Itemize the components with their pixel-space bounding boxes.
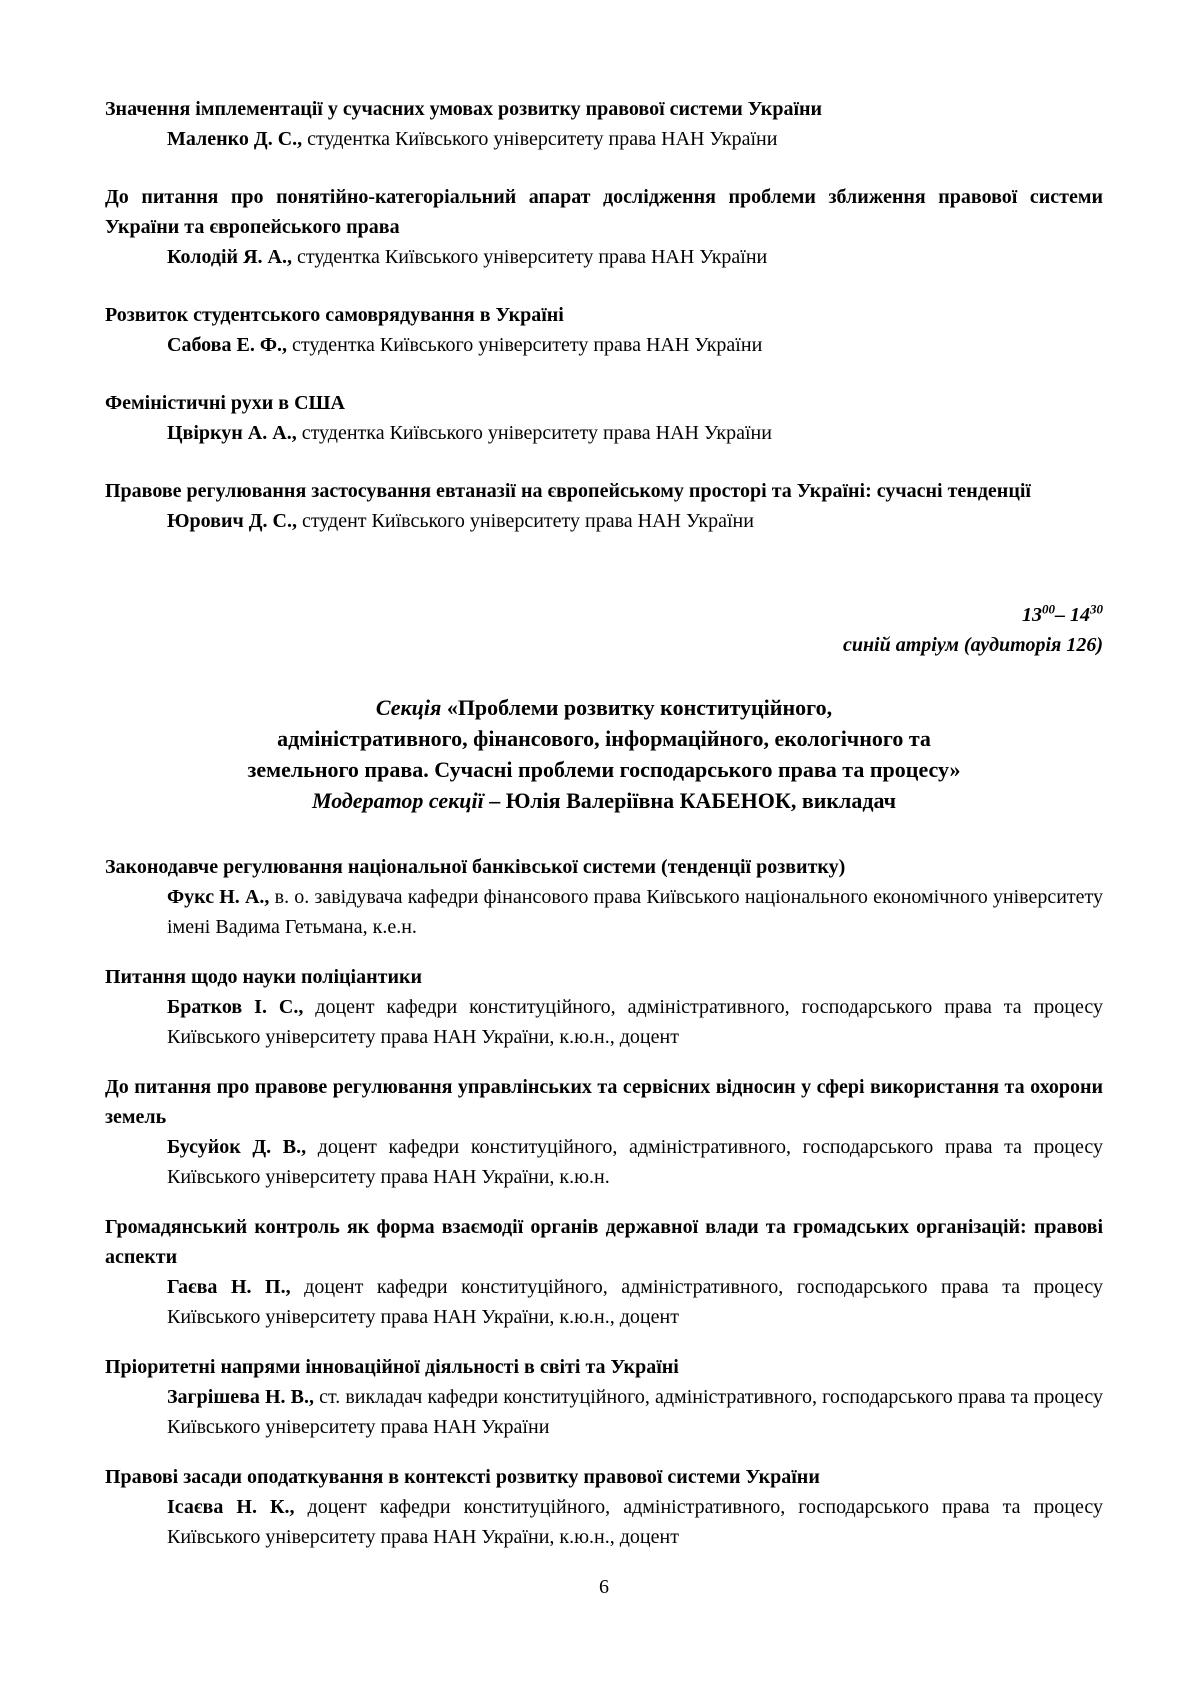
section-title-line: Секція «Проблеми розвитку конституційного, bbox=[375, 695, 833, 720]
speaker-affiliation: студент Київського університету права НАН України bbox=[301, 510, 754, 532]
speaker-affiliation: студентка Київського університету права НАН України bbox=[296, 246, 768, 268]
speaker-affiliation: студентка Київського університету права НАН України bbox=[307, 128, 778, 150]
speaker-line bbox=[167, 506, 1103, 536]
program-item bbox=[105, 182, 1103, 272]
presentation-title: До питання про понятійно-категоріальний апарат дослідження проблеми зближення правової системи України та європейського права bbox=[105, 186, 1103, 238]
program-item bbox=[105, 94, 1103, 154]
speaker-line bbox=[167, 1272, 1103, 1332]
speaker-affiliation: в. о. завідувача кафедри фінансового права Київського національного економічного університету імені Вадима Гетьмана, к.е.н. bbox=[167, 886, 1104, 938]
presentation-title: До питання про правове регулювання управлінських та сервісних відносин у сфері використання та охорони земель bbox=[105, 1076, 1103, 1128]
speaker-name: Маленко Д. С., bbox=[167, 128, 303, 150]
presentation-title: Питання щодо науки поліціантики bbox=[105, 966, 423, 988]
speaker-line bbox=[167, 124, 1103, 154]
speaker-line bbox=[167, 418, 1103, 448]
speaker-line bbox=[167, 992, 1103, 1052]
moderator-line: Модератор секції – Юлія Валеріївна КАБЕНОК, викладач bbox=[311, 788, 897, 813]
program-item bbox=[105, 962, 1103, 1052]
section-title-line: адміністративного, фінансового, інформаційного, екологічного та bbox=[277, 726, 931, 751]
time-end-minutes: 30 bbox=[1090, 601, 1103, 617]
time-start-minutes: 00 bbox=[1042, 601, 1055, 617]
program-item bbox=[105, 388, 1103, 448]
speaker-line bbox=[167, 1382, 1103, 1442]
section-heading bbox=[105, 692, 1103, 816]
moderator-label: Модератор секції bbox=[311, 788, 484, 813]
speaker-name: Бусуйок Д. В., bbox=[167, 1136, 307, 1158]
section-label: Секція bbox=[375, 695, 442, 720]
presentation-title: Громадянський контроль як форма взаємодії органів державної влади та громадських організацій: правові аспекти bbox=[105, 1216, 1103, 1268]
speaker-name: Братков І. С., bbox=[167, 996, 304, 1018]
speaker-name: Колодій Я. А., bbox=[167, 246, 292, 268]
presentation-title: Законодавче регулювання національної банківської системи (тенденції розвитку) bbox=[105, 856, 846, 878]
speaker-line bbox=[167, 1492, 1103, 1552]
speaker-affiliation: доцент кафедри конституційного, адміністративного, господарського права та процесу Київського університету права НАН України, к.ю.н., доцент bbox=[167, 1276, 1103, 1328]
speaker-line bbox=[167, 1132, 1103, 1192]
session-location: синій атріум (аудиторія 126) bbox=[842, 634, 1103, 656]
program-item bbox=[105, 1072, 1103, 1192]
speaker-name: Гаєва Н. П., bbox=[167, 1276, 291, 1298]
time-start: 13 bbox=[1022, 604, 1042, 626]
speaker-line bbox=[167, 882, 1103, 942]
speaker-name: Ісаєва Н. К., bbox=[167, 1496, 295, 1518]
speaker-name: Юрович Д. С., bbox=[167, 510, 297, 532]
session-time-block bbox=[105, 600, 1103, 660]
page-number: 6 bbox=[599, 1576, 609, 1598]
program-item bbox=[105, 1212, 1103, 1332]
program-item bbox=[105, 476, 1103, 536]
section-presentations-group bbox=[105, 852, 1103, 1552]
presentation-title: Правові засади оподаткування в контексті розвитку правової системи України bbox=[105, 1466, 820, 1488]
speaker-name: Цвіркун А. А., bbox=[167, 422, 297, 444]
program-item bbox=[105, 300, 1103, 360]
speaker-affiliation: доцент кафедри конституційного, адміністративного, господарського права та процесу Київського університету права НАН України, к.ю.н., доцент bbox=[167, 1496, 1103, 1548]
student-presentations-group bbox=[105, 94, 1103, 536]
presentation-title: Пріоритетні напрями інноваційної діяльності в світі та Україні bbox=[105, 1356, 679, 1378]
program-item bbox=[105, 852, 1103, 942]
speaker-affiliation: студентка Київського університету права НАН України bbox=[301, 422, 772, 444]
speaker-name: Сабова Е. Ф., bbox=[167, 334, 287, 356]
time-end: 14 bbox=[1070, 604, 1090, 626]
speaker-affiliation: студентка Київського університету права НАН України bbox=[292, 334, 763, 356]
speaker-affiliation: доцент кафедри конституційного, адміністративного, господарського права та процесу Київського університету права НАН України, к.ю.н. bbox=[167, 1136, 1103, 1188]
speaker-affiliation: ст. викладач кафедри конституційного, адміністративного, господарського права та процесу Київського університету права НАН України bbox=[167, 1386, 1104, 1438]
speaker-line bbox=[167, 330, 1103, 360]
section-title-line: земельного права. Сучасні проблеми господарського права та процесу» bbox=[247, 757, 961, 782]
speaker-name: Загрішева Н. В., bbox=[167, 1386, 314, 1408]
speaker-affiliation: доцент кафедри конституційного, адміністративного, господарського права та процесу Київського університету права НАН України, к.ю.н., доцент bbox=[167, 996, 1103, 1048]
time-range bbox=[105, 600, 1103, 630]
presentation-title: Феміністичні рухи в США bbox=[105, 392, 345, 414]
presentation-title: Розвиток студентського самоврядування в Україні bbox=[105, 304, 564, 326]
program-item bbox=[105, 1462, 1103, 1552]
speaker-line bbox=[167, 242, 1103, 272]
program-item bbox=[105, 1352, 1103, 1442]
presentation-title: Правове регулювання застосування евтаназії на європейському просторі та Україні: сучасні тенденції bbox=[105, 480, 1031, 502]
time-separator: – bbox=[1055, 604, 1070, 626]
presentation-title: Значення імплементації у сучасних умовах розвитку правової системи України bbox=[105, 98, 823, 120]
speaker-name: Фукс Н. А., bbox=[167, 886, 270, 908]
